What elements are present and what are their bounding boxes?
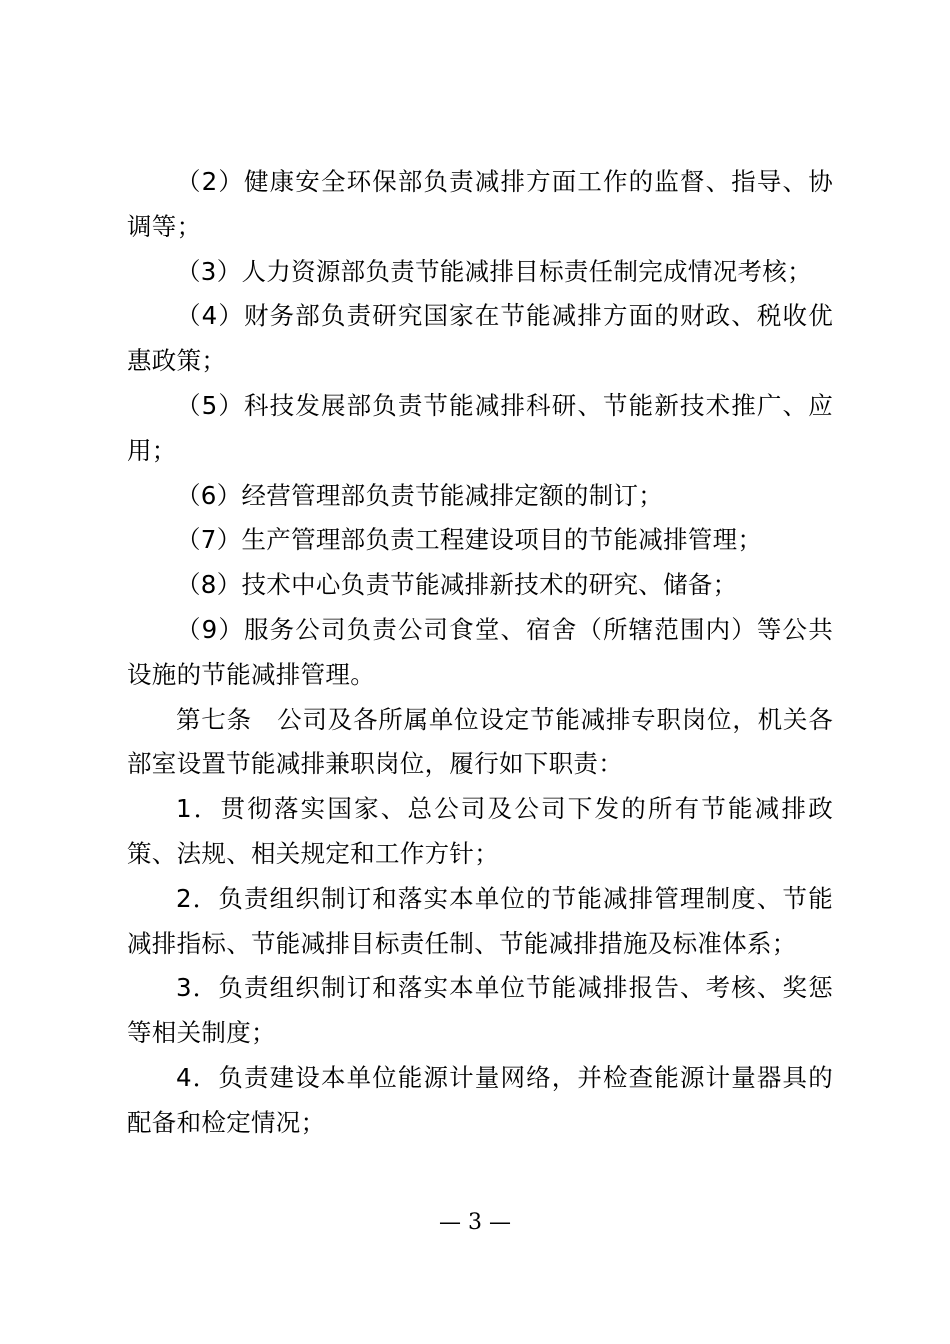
- duty-item-3: 3．负责组织制订和落实本单位节能减排报告、考核、奖惩等相关制度；: [127, 973, 833, 1048]
- article-7-heading: 第七条 公司及各所属单位设定节能减排专职岗位，机关各部室设置节能减排兼职岗位，履行如下职责：: [127, 704, 833, 779]
- paragraph-4-finance-dept: （4）财务部负责研究国家在节能减排方面的财政、税收优惠政策；: [127, 301, 833, 376]
- duty-item-1: 1．贯彻落实国家、总公司及公司下发的所有节能减排政策、法规、相关规定和工作方针；: [127, 794, 833, 868]
- paragraph-6-operations-dept: （6）经营管理部负责节能减排定额的制订；: [176, 480, 664, 510]
- document-body: [127, 160, 833, 1146]
- duty-item-2: 2．负责组织制订和落实本单位的节能减排管理制度、节能减排指标、节能减排目标责任制、节能减排措施及标准体系；: [127, 883, 833, 958]
- duty-item-4: 4．负责建设本单位能源计量网络，并检查能源计量器具的配备和检定情况；: [127, 1062, 833, 1137]
- page-number: — 3 —: [439, 1210, 511, 1235]
- paragraph-8-tech-center: （8）技术中心负责节能减排新技术的研究、储备；: [176, 570, 738, 600]
- paragraph-5-tech-dev-dept: （5）科技发展部负责节能减排科研、节能新技术推广、应用；: [127, 390, 833, 465]
- paragraph-3-hr-dept: （3）人力资源部负责节能减排目标责任制完成情况考核；: [176, 256, 812, 286]
- paragraph-9-service-company: （9）服务公司负责公司食堂、宿舍（所辖范围内）等公共设施的节能减排管理。: [127, 614, 833, 689]
- paragraph-2-hse-dept: （2）健康安全环保部负责减排方面工作的监督、指导、协调等；: [127, 167, 833, 241]
- paragraph-7-production-dept: （7）生产管理部负责工程建设项目的节能减排管理；: [176, 525, 763, 555]
